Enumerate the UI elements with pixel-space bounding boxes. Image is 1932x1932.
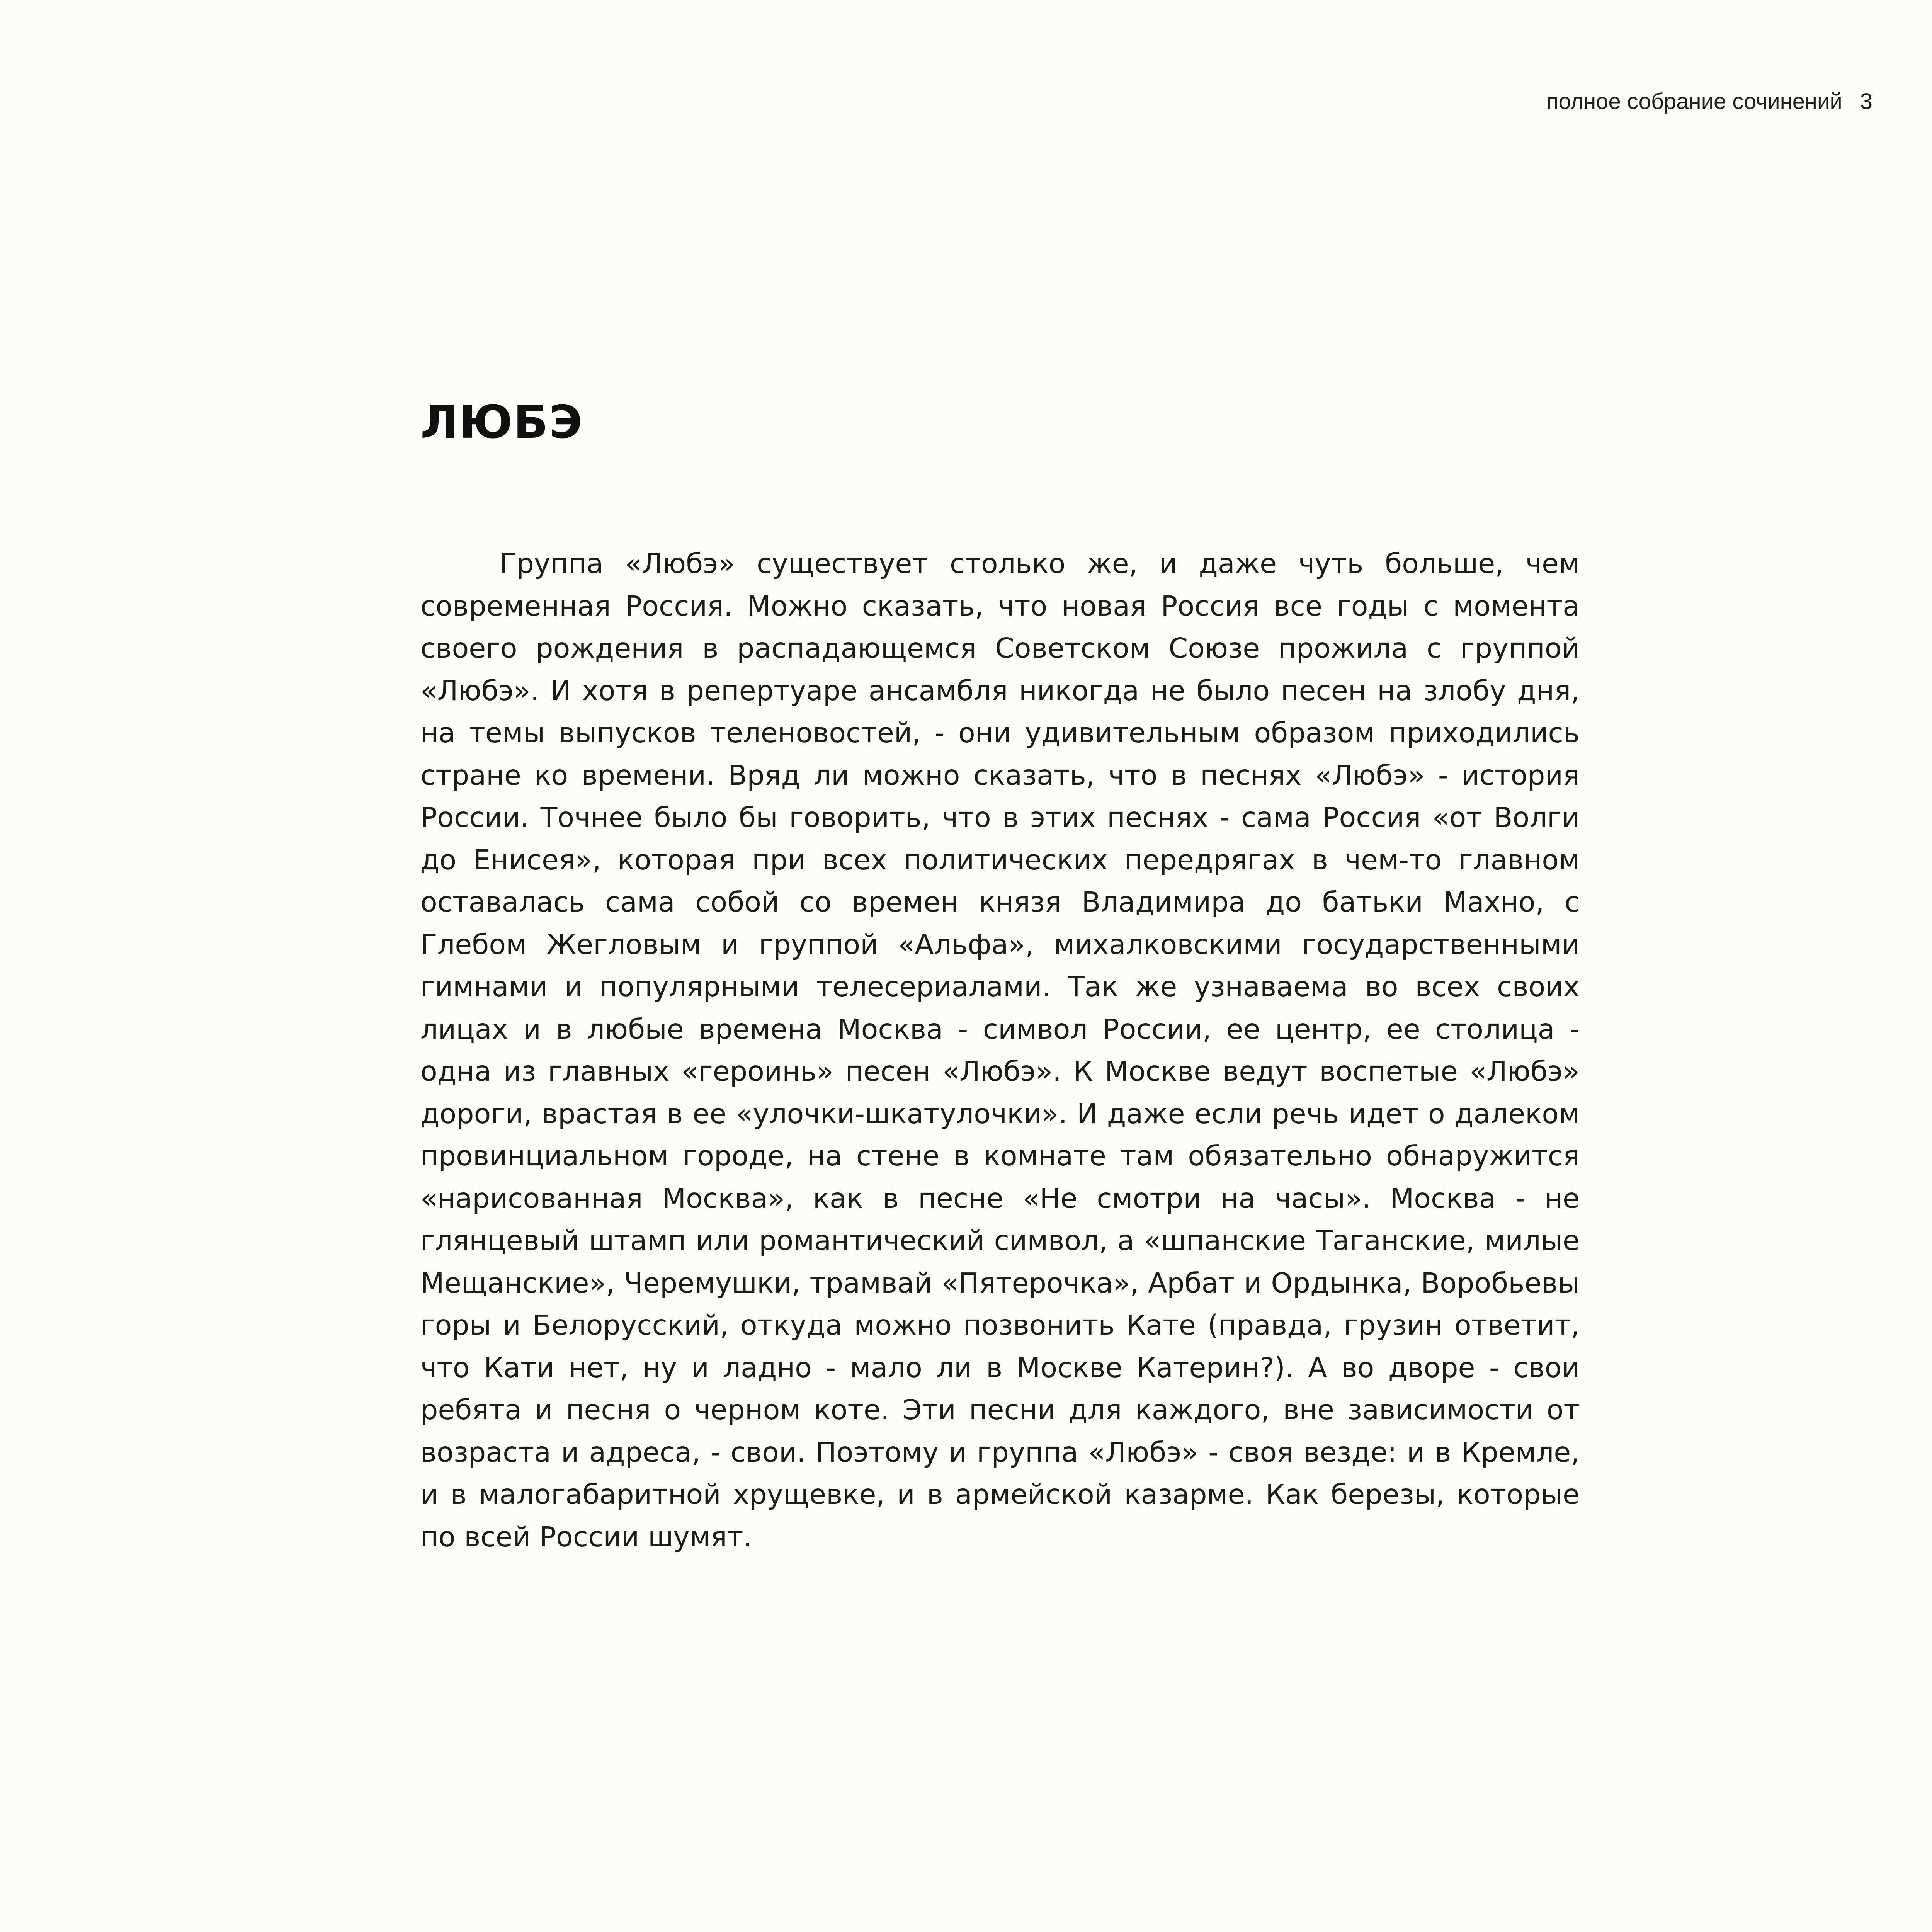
page-number: 3 bbox=[1860, 89, 1872, 114]
page-title: ЛЮБЭ bbox=[420, 395, 583, 449]
article-body: Группа «Любэ» существует столько же, и даже чуть больше, чем современная Россия. Можно сказать, что новая Россия все годы с момента своего рождения в распадающемся Советском Союзе прожила с группой «Любэ». И хотя в репертуаре ансамбля никогда не было песен на злобу дня, на темы выпусков теленовостей, - они удивительным образом приходились стране ко времени. Вряд ли можно сказать, что в песнях «Любэ» - история России. Точнее было бы говорить, что в этих песнях - сама Россия «от Волги до Енисея», которая при всех политических передрягах в чем-то главном оставалась сама собой со времен князя Владимира до батьки Махно, с Глебом Жегловым и группой «Альфа», михалковскими государственными гимнами и популярными телесериалами. Так же узнаваема во всех своих лицах и в любые времена Москва - символ России, ее центр, ее столица - одна из главных «героинь» песен «Любэ». К Москве ведут воспетые «Любэ» дороги, врастая в ее «улочки-шкатулочки». И даже если речь идет о далеком провинциальном городе, на стене в комнате там обязательно обнаружится «нарисованная Москва», как в песне «Не смотри на часы». Москва - не глянцевый штамп или романтический символ, а «шпанские Таганские, милые Мещанские», Черемушки, трамвай «Пятерочка», Арбат и Ордынка, Воробьевы горы и Белорусский, откуда можно позвонить Кате (правда, грузин ответит, что Кати нет, ну и ладно - мало ли в Москве Катерин?). А во дворе - свои ребята и песня о черном коте. Эти песни для каждого, вне зависимости от возраста и адреса, - свои. Поэтому и группа «Любэ» - своя везде: и в Кремле, и в малогабаритной хрущевке, и в армейской казарме. Как березы, которые по всей России шумят. bbox=[420, 548, 1580, 1553]
collection-title: полное собрание сочинений bbox=[1546, 89, 1842, 114]
running-header bbox=[1546, 88, 1872, 115]
